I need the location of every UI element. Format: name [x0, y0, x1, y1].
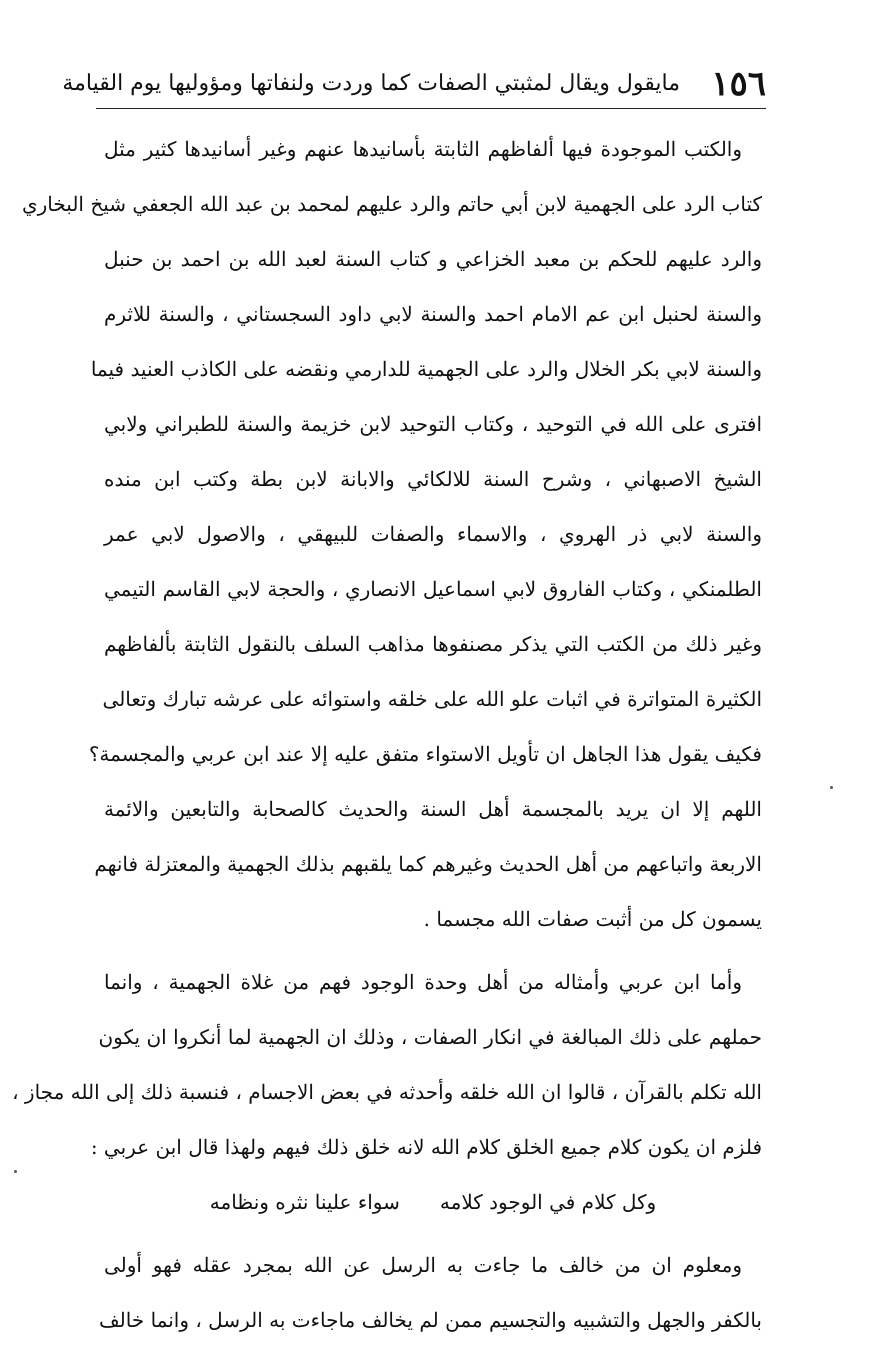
text-line: بالكفر والجهل والتشبيه والتجسيم ممن لم يخالف ماجاءت به الرسل ، وانما خالف — [98, 1308, 762, 1332]
text-line: ومعلوم ان من خالف ما جاءت به الرسل عن الله بمجرد عقله فهو أولى — [104, 1253, 742, 1277]
paragraph-gap — [104, 947, 762, 955]
text-line: اللهم إلا ان يريد بالمجسمة أهل السنة والحديث كالصحابة والتابعين والائمة — [104, 797, 762, 821]
text-line: الطلمنكي ، وكتاب الفاروق لابي اسماعيل الانصاري ، والحجة لابي القاسم التيمي — [104, 577, 762, 601]
paragraph-2 — [12, 955, 762, 1175]
page-number: ١٥٦ — [711, 64, 766, 104]
text-line: الله تكلم بالقرآن ، قالوا ان الله خلقه وأحدثه في بعض الاجسام ، فنسبة ذلك إلى الله مجاز ، — [12, 1080, 762, 1104]
text-line: يسمون كل من أثبت صفات الله مجسما . — [423, 907, 762, 931]
page-body — [12, 122, 762, 1348]
text-line: كتاب الرد على الجهمية لابن أبي حاتم والرد عليهم لمحمد بن عبد الله الجعفي شيخ البخاري — [21, 192, 762, 216]
text-line: وغير ذلك من الكتب التي يذكر مصنفوها مذاهب السلف بالنقول الثابتة بألفاظهم — [104, 632, 762, 656]
paragraph-1 — [21, 122, 762, 947]
text-line: والكتب الموجودة فيها ألفاظهم الثابتة بأسانيدها عنهم وغير أسانيدها كثير مثل — [104, 137, 742, 161]
text-line: وأما ابن عربي وأمثاله من أهل وحدة الوجود فهم من غلاة الجهمية ، وانما — [104, 970, 742, 994]
text-line: والسنة لابي ذر الهروي ، والاسماء والصفات للبيهقي ، والاصول لابي عمر — [104, 522, 762, 546]
text-line: والرد عليهم للحكم بن معبد الخزاعي و كتاب السنة لعبد الله بن احمد بن حنبل — [104, 247, 762, 271]
paragraph-3 — [98, 1238, 762, 1348]
text-line: والسنة لابي بكر الخلال والرد على الجهمية للدارمي ونقضه على الكاذب العنيد فيما — [90, 357, 762, 381]
verse-first-hemistich: وكل كلام في الوجود كلامه — [439, 1190, 657, 1214]
text-line: الشيخ الاصبهاني ، وشرح السنة للالكائي والابانة لابن بطة وكتب ابن منده — [104, 467, 762, 491]
text-line: افترى على الله في التوحيد ، وكتاب التوحيد لابن خزيمة والسنة للطبراني ولابي — [104, 412, 762, 436]
text-line: فلزم ان يكون كلام جميع الخلق كلام الله لانه خلق ذلك فيهم ولهذا قال ابن عربي : — [90, 1135, 762, 1159]
text-line: الكثيرة المتواترة في اثبات علو الله على خلقه واستوائه على عرشه تبارك وتعالى — [102, 687, 762, 711]
text-line: حملهم على ذلك المبالغة في انكار الصفات ، وذلك ان الجهمية لما أنكروا ان يكون — [98, 1025, 762, 1049]
text-line: الاربعة واتباعهم من أهل الحديث وغيرهم كما يلقبهم بذلك الجهمية والمعتزلة فانهم — [94, 852, 762, 876]
page-header — [62, 62, 766, 106]
text-line: والسنة لحنبل ابن عم الامام احمد والسنة لابي داود السجستاني ، والسنة للاثرم — [104, 302, 762, 326]
text-line: فكيف يقول هذا الجاهل ان تأويل الاستواء متفق عليه إلا عند ابن عربي والمجسمة؟ — [88, 742, 762, 766]
speck-mark — [14, 1170, 17, 1173]
running-title: مايقول ويقال لمثبتي الصفات كما وردت ولنفاتها ومؤوليها يوم القيامة — [62, 71, 680, 96]
header-rule — [96, 108, 766, 109]
speck-mark — [830, 786, 833, 789]
verse-second-hemistich: سواء علينا نثره ونظامه — [209, 1190, 400, 1214]
poetry-verse — [104, 1175, 762, 1230]
paragraph-gap — [104, 1230, 762, 1238]
